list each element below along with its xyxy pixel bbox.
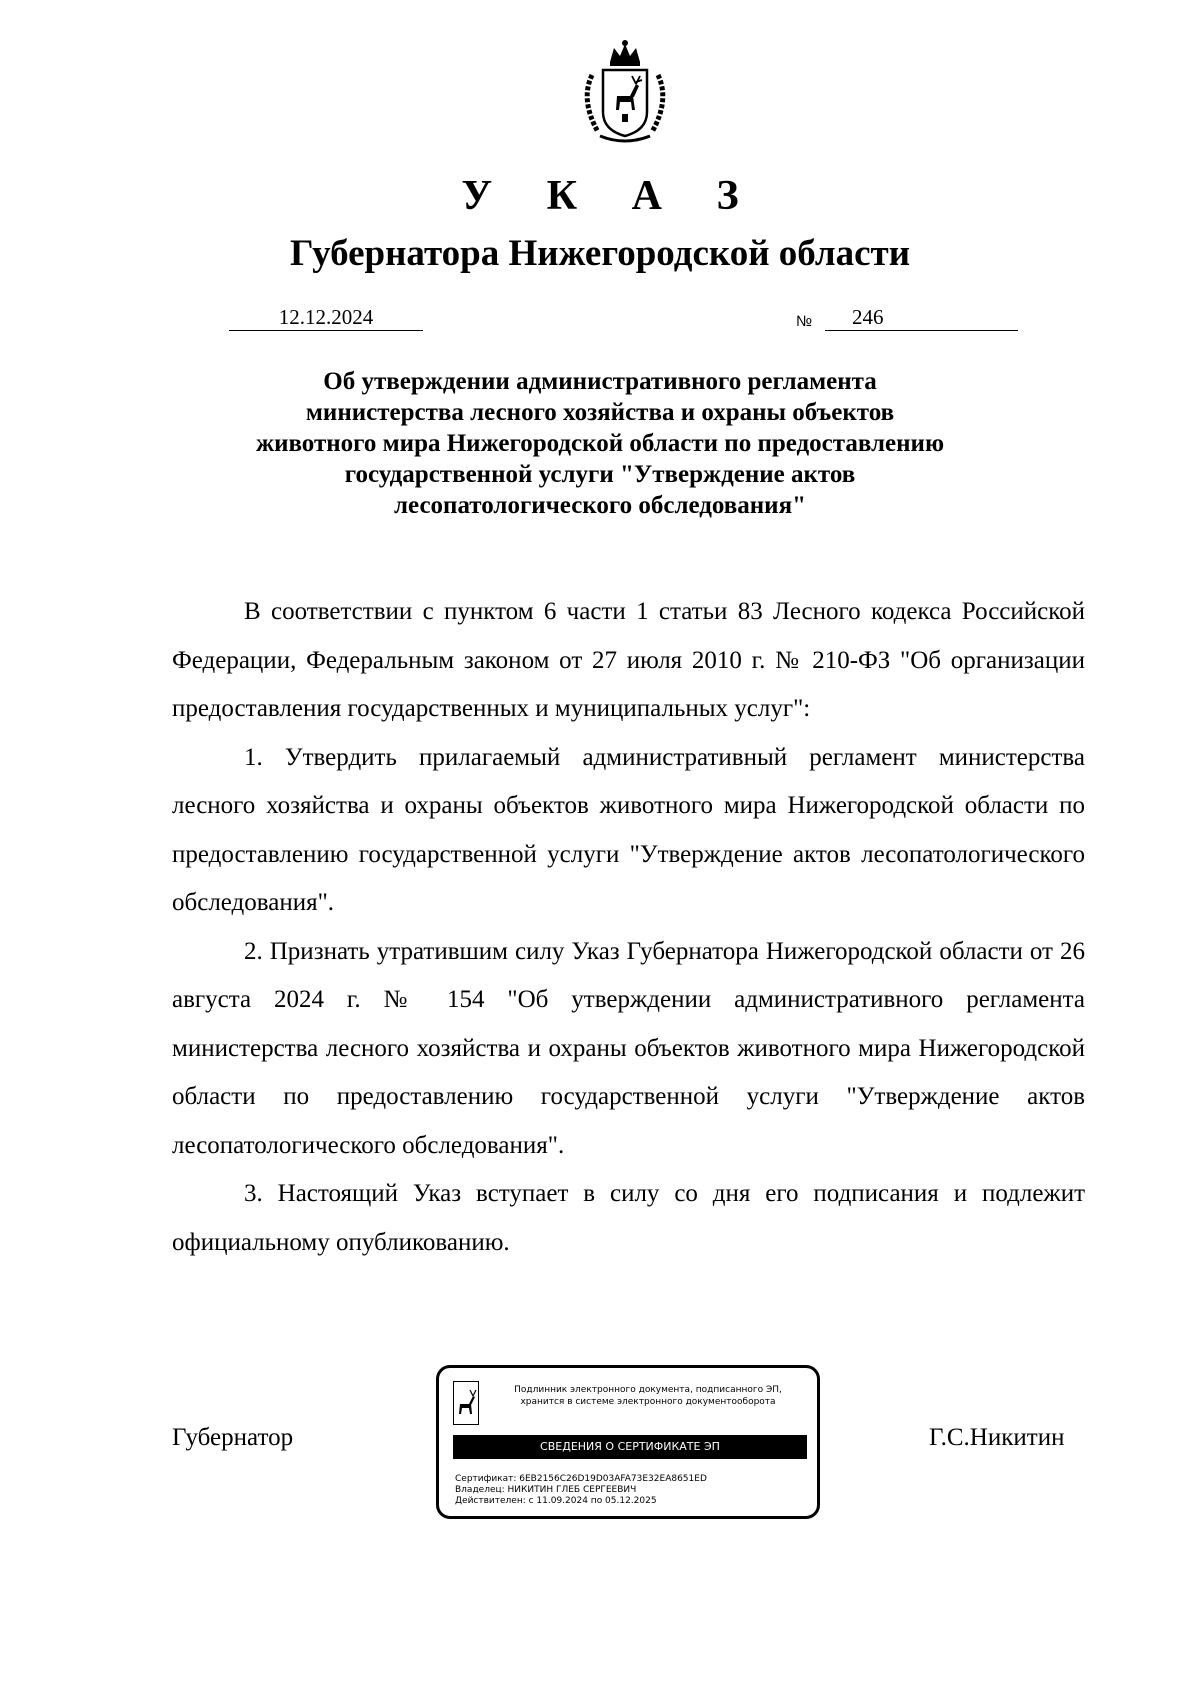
certificate-details [455,1474,707,1507]
issuer-subtitle: Губернатора Нижегородской области [289,233,911,274]
document-body [172,588,1085,1267]
coat-of-arms-icon [570,40,680,146]
document-number: 246 [852,305,884,329]
certificate-info-bar: СВЕДЕНИЯ О СЕРТИФИКАТЕ ЭП [453,1435,807,1459]
document-heading: Об утверждении административного регламента министерства лесного хозяйства и охраны объектов животного мира Нижегородской области по предоставлению государственной услуги "Утверждение актов лесопатологического обследования" [255,368,945,519]
preamble-paragraph: В соответствии с пунктом 6 части 1 статьи 83 Лесного кодекса Российской Федерации, Федеральным законом от 27 июля 2010 г. № 210-ФЗ "Об организации предоставления государственных и муниципальных услуг": [172,598,1085,722]
signer-position: Губернатор [172,1424,294,1451]
certificate-validity: Действителен: с 11.09.2024 по 05.12.2025 [455,1496,657,1506]
electronic-signature-stamp [436,1365,820,1519]
document-type-title: У К А З [461,173,761,219]
deer-emblem-icon [453,1381,479,1425]
item-1-paragraph: 1. Утвердить прилагаемый административный регламент министерства лесного хозяйства и охраны объектов животного мира Нижегородской области по предоставлению государственной услуги "Утверждение актов лесопатологического обследования". [172,743,1085,916]
signer-name: Г.С.Никитин [929,1424,1065,1451]
document-date: 12.12.2024 [229,304,423,331]
stamp-note: Подлинник электронного документа, подписанного ЭП, хранится в системе электронного документооборота [514,1385,782,1407]
item-3-paragraph: 3. Настоящий Указ вступает в силу со дня его подписания и подлежит официальному опубликованию. [172,1180,1085,1256]
number-label: № [796,313,813,330]
document-number-field [825,304,1018,331]
certificate-serial: Сертификат: 6EB2156C26D19D03AFA73E32EA8651ED [455,1474,707,1484]
certificate-owner: Владелец: НИКИТИН ГЛЕБ СЕРГЕЕВИЧ [455,1485,637,1495]
item-2-paragraph: 2. Признать утратившим силу Указ Губернатора Нижегородской области от 26 августа 2024 г. № 154 "Об утверждении административного регламента министерства лесного хозяйства и охраны объектов животного мира Нижегородской области по предоставлению государственной услуги "Утверждение актов лесопатологического обследования". [172,937,1085,1159]
